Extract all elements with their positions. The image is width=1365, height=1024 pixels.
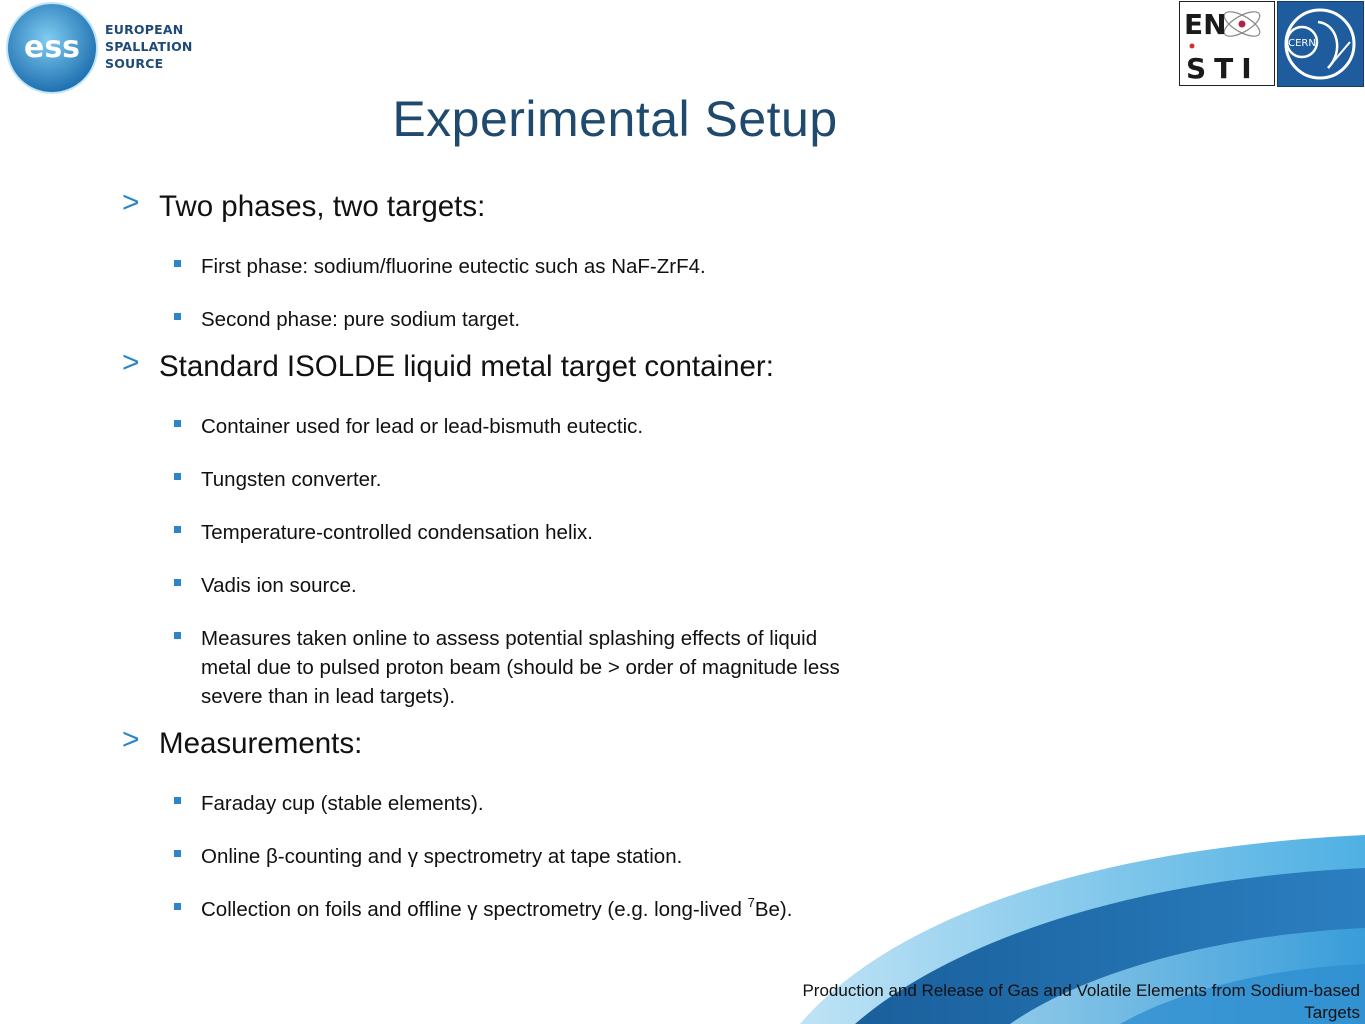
square-bullet-icon: [174, 260, 181, 267]
cern-text: CERN: [1288, 38, 1316, 49]
list-item: Temperature-controlled condensation helix.: [122, 518, 901, 547]
square-bullet-icon: [174, 473, 181, 480]
section-heading: [122, 346, 902, 384]
square-bullet-icon: [174, 526, 181, 533]
ess-logo: [2, 0, 202, 96]
gamma-symbol: γ: [467, 898, 478, 921]
section-heading-text: Standard ISOLDE liquid metal target container:: [159, 350, 774, 383]
chevron-right-icon: >: [122, 346, 140, 379]
list-item: Second phase: pure sodium target.: [122, 305, 901, 334]
square-bullet-icon: [174, 579, 181, 586]
section-heading-text: Two phases, two targets:: [159, 190, 486, 223]
ess-org-line-3: SOURCE: [105, 56, 164, 71]
gamma-symbol: γ: [407, 845, 418, 868]
beta-symbol: β: [265, 845, 278, 868]
en-sti-logo: [1179, 1, 1275, 86]
slide-footer: Production and Release of Gas and Volatile Elements from Sodium-based Targets: [802, 981, 1360, 1022]
list-item: Vadis ion source.: [122, 571, 901, 600]
sti-text: STI: [1186, 52, 1260, 84]
ess-org-line-1: EUROPEAN: [105, 22, 184, 37]
section-heading: [122, 723, 902, 761]
list-item: First phase: sodium/fluorine eutectic such as NaF-ZrF4.: [122, 252, 901, 281]
square-bullet-icon: [174, 850, 181, 857]
list-item: Tungsten converter.: [122, 465, 901, 494]
list-item: Collection on foils and offline γ spectrometry (e.g. long-lived $^7$Be).: [122, 895, 901, 924]
ess-mark-text: ess: [23, 30, 81, 65]
ess-org-line-2: SPALLATION: [105, 39, 193, 54]
chevron-right-icon: >: [122, 186, 140, 219]
square-bullet-icon: [174, 797, 181, 804]
slide-content: [122, 186, 902, 924]
superscript-mass-number: 7: [747, 895, 755, 910]
slide-title: Experimental Setup: [392, 91, 838, 147]
en-text: EN: [1184, 8, 1227, 41]
section-heading: [122, 186, 902, 224]
list-item: Container used for lead or lead-bismuth eutectic.: [122, 412, 901, 441]
square-bullet-icon: [174, 313, 181, 320]
list-item: Faraday cup (stable elements).: [122, 789, 901, 818]
list-item: Measures taken online to assess potential splashing effects of liquid metal due to pulsed proton beam (should be > order of magnitude less severe than in lead targets).: [122, 624, 871, 711]
cern-logo: [1277, 1, 1364, 87]
list-item: Online β-counting and γ spectrometry at tape station.: [122, 842, 901, 871]
chevron-right-icon: >: [122, 723, 140, 756]
square-bullet-icon: [174, 903, 181, 910]
square-bullet-icon: [174, 420, 181, 427]
section-heading-text: Measurements:: [159, 727, 363, 760]
square-bullet-icon: [174, 632, 181, 639]
ess-globe-icon: [2, 0, 102, 96]
